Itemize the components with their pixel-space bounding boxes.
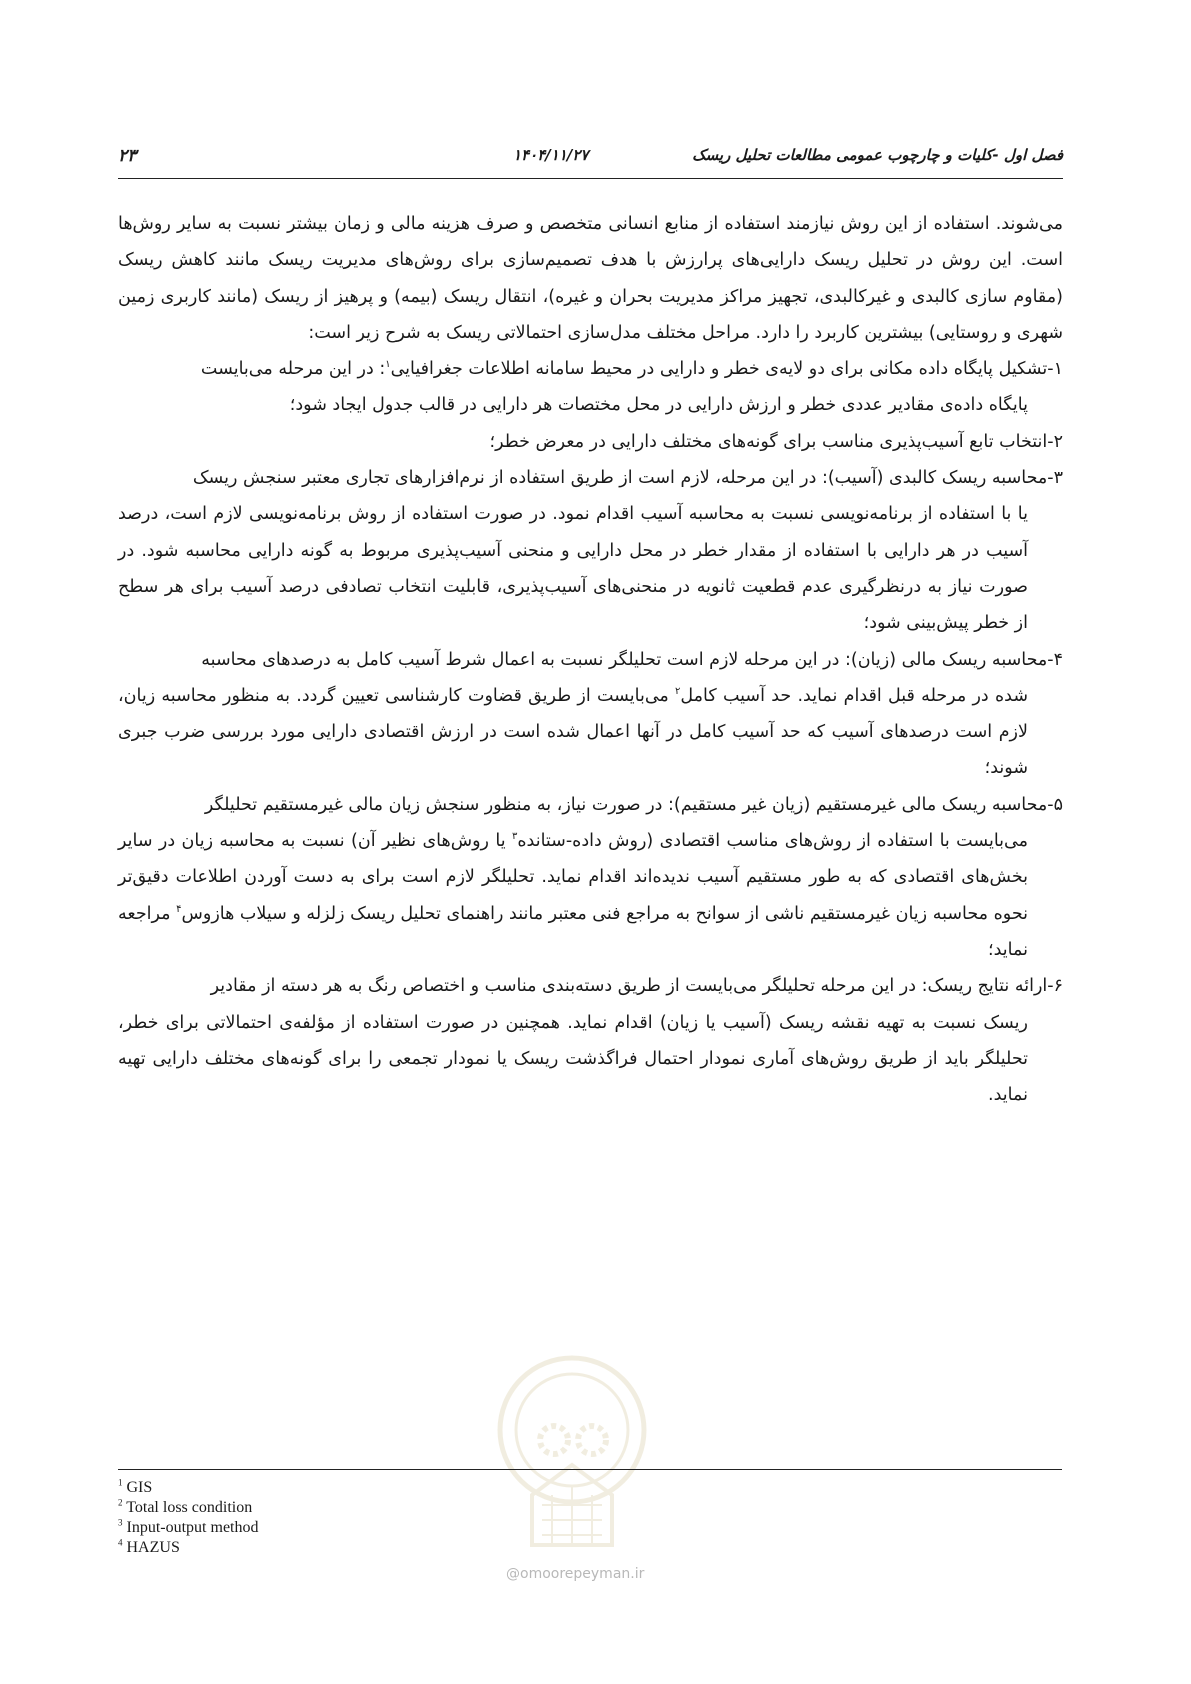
step-first-line: ۵-محاسبه ریسک مالی غیرمستقیم (زیان غیر مستقیم): در صورت نیاز، به منظور سنجش زیان مالی غیرمستقیم تحلیلگر <box>204 794 1063 815</box>
step-continuation: شده در مرحله قبل اقدام نماید. حد آسیب کامل$^۲$ می‌بایست از طریق قضاوت کارشناسی تعیین گردد. به منظور محاسبه زیان، لازم است درصدهای آسیب که حد آسیب کامل در آنها اعمال شده است در ارزش اقتصادی دارایی مورد بررسی ضرب جبری شوند؛ <box>118 685 1028 779</box>
list-item <box>118 351 1063 424</box>
step-continuation: پایگاه داده‌ی مقادیر عددی خطر و ارزش دارایی در محل مختصات هر دارایی در قالب جدول ایجاد شود؛ <box>289 395 1028 416</box>
step-continuation: یا با استفاده از برنامه‌نویسی نسبت به محاسبه آسیب اقدام نمود. در صورت استفاده از روش برنامه‌نویسی لازم است، درصد آسیب در هر دارایی با استفاده از مقدار خطر در محل دارایی و منحنی آسیب‌پذیری مربوط به گونه دارایی محاسبه شود. در صورت نیاز به درنظرگیری عدم قطعیت ثانویه در منحنی‌های آسیب‌پذیری، قابلیت انتخاب تصادفی درصد آسیب برای هر سطح از خطر پیش‌بینی شود؛ <box>118 504 1028 634</box>
footnote: $^1$ GIS <box>118 1477 153 1496</box>
main-body <box>118 206 1063 1113</box>
footnote-ref: ۲ <box>675 686 681 698</box>
step-number: ۲- <box>1047 431 1063 452</box>
step-continuation: ریسک نسبت به تهیه نقشه ریسک (آسیب یا زیان) اقدام نماید. همچنین در صورت استفاده از مؤلفه‌ی احتمالاتی برای خطر، تحلیلگر باید از طریق روش‌های آماری نمودار احتمال فراگذشت ریسک یا نمودار تجمعی را برای گونه‌های مختلف دارایی تهیه نماید. <box>118 1012 1028 1106</box>
chapter-title: فصل اول -کلیات و چارچوب عمومی مطالعات تحلیل ریسک <box>692 146 1063 164</box>
footnote-ref: ۳ <box>511 831 518 843</box>
step-number: ۳- <box>1047 468 1063 489</box>
step-continuation: می‌بایست با استفاده از روش‌های مناسب اقتصادی (روش داده-ستانده$^۳$ یا روش‌های نظیر آن) نسبت به محاسبه زیان در سایر بخش‌های اقتصادی که به طور مستقیم آسیب ندیده‌اند اقدام نماید. تحلیلگر لازم است برای به دست آوردن اطلاعات دقیق‌تر نحوه محاسبه زیان غیرمستقیم ناشی از سوانح به مراجع فنی معتبر مانند راهنمای تحلیل ریسک زلزله و سیلاب هازوس$^۴$ مراجعه نماید؛ <box>118 831 1029 960</box>
step-first-line: ۳-محاسبه ریسک کالبدی (آسیب): در این مرحله، لازم است از طریق استفاده از نرم‌افزارهای تجاری معتبر سنجش ریسک <box>192 468 1063 489</box>
footnote-divider <box>118 1469 1062 1470</box>
step-first-line: ۱-تشکیل پایگاه داده مکانی برای دو لایه‌ی خطر و دارایی در محیط سامانه اطلاعات جغرافیایی$^۱$: در این مرحله می‌بایست <box>200 359 1063 380</box>
running-header <box>118 142 1063 179</box>
footnote: $^4$ HAZUS <box>118 1537 180 1556</box>
watermark-seal-icon <box>492 1345 652 1555</box>
footnote-ref: ۱ <box>385 359 391 371</box>
watermark-url: @omoorepeyman.ir <box>506 1566 645 1582</box>
step-number: ۶- <box>1047 976 1063 997</box>
step-first-line: ۶-ارائه نتایج ریسک: در این مرحله تحلیلگر می‌بایست از طریق دسته‌بندی مناسب و اختصاص رنگ به هر دسته از مقادیر <box>210 976 1063 997</box>
list-item <box>118 424 1063 460</box>
page-number: ۲۳ <box>118 146 137 166</box>
list-item <box>118 787 1063 968</box>
step-number: ۱- <box>1047 359 1063 380</box>
step-first-line: ۴-محاسبه ریسک مالی (زیان): در این مرحله لازم است تحلیلگر نسبت به اعمال شرط آسیب کامل به درصدهای محاسبه <box>201 649 1063 670</box>
footnote-ref: ۴ <box>176 903 182 915</box>
footnotes <box>118 1478 258 1558</box>
list-item <box>118 460 1063 641</box>
step-number: ۴- <box>1047 649 1063 670</box>
step-number: ۵- <box>1047 794 1063 815</box>
list-item <box>118 642 1063 787</box>
list-item <box>118 968 1063 1113</box>
intro-paragraph: می‌شوند. استفاده از این روش نیازمند استفاده از منابع انسانی متخصص و صرف هزینه مالی و زمان بیشتر نسبت به سایر روش‌ها است. این روش در تحلیل ریسک دارایی‌های پرارزش با هدف تصمیم‌سازی برای روش‌های مدیریت ریسک مانند کاهش ریسک (مقاوم سازی کالبدی و غیرکالبدی، تجهیز مراکز مدیریت بحران و غیره)، انتقال ریسک (بیمه) و پرهیز از ریسک (مانند کاربری زمین شهری و روستایی) بیشترین کاربرد را دارد. مراحل مختلف مدل‌سازی احتمالاتی ریسک به شرح زیر است: <box>118 214 1063 343</box>
header-date: ۱۴۰۴/۱۱/۲۷ <box>513 146 589 164</box>
footnote: $^3$ Input-output method <box>118 1517 259 1536</box>
step-first-line: ۲-انتخاب تابع آسیب‌پذیری مناسب برای گونه‌های مختلف دارایی در معرض خطر؛ <box>489 431 1063 452</box>
footnote: $^2$ Total loss condition <box>118 1497 253 1516</box>
